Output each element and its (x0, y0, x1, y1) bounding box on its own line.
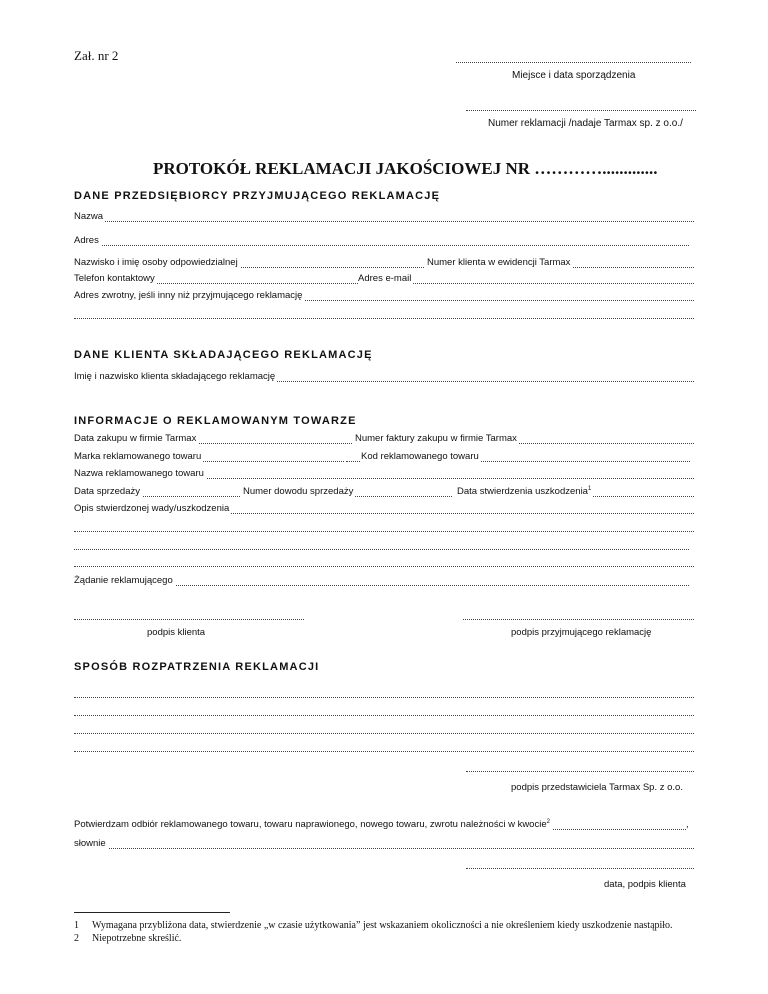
product-code-label: Kod reklamowanego towaru (361, 451, 479, 462)
complaint-number-field[interactable] (466, 110, 696, 111)
client-name-label: Imię i nazwisko klienta składającego reklamację (74, 371, 276, 382)
defect-description-line-3[interactable] (74, 549, 689, 550)
representative-signature-line[interactable] (466, 771, 694, 772)
client-signature-caption: podpis klienta (147, 627, 206, 638)
amount-field[interactable] (541, 829, 686, 830)
email-label: Adres e-mail (358, 273, 412, 284)
date-signature-line[interactable] (466, 868, 694, 869)
footnote-2-number: 2 (74, 933, 79, 944)
footnote-divider (74, 912, 230, 913)
representative-signature-caption: podpis przedstawiciela Tarmax Sp. z o.o. (511, 782, 683, 793)
resolution-line-4[interactable] (74, 751, 694, 752)
date-signature-caption: data, podpis klienta (604, 879, 686, 890)
footnote-2-text: Niepotrzebne skreślić. (92, 933, 182, 944)
return-address-label: Adres zwrotny, jeśli inny niż przyjmującego reklamację (74, 290, 303, 301)
receiver-signature-line[interactable] (463, 619, 694, 620)
product-name-label: Nazwa reklamowanego towaru (74, 468, 204, 479)
place-date-caption: Miejsce i data sporządzenia (512, 70, 636, 81)
section-heading-resolution: SPOSÓB ROZPATRZENIA REKLAMACJI (74, 661, 320, 673)
invoice-number-label: Numer faktury zakupu w firmie Tarmax (355, 433, 517, 444)
section-heading-product: INFORMACJE O REKLAMOWANYM TOWARZE (74, 415, 357, 427)
address-field[interactable] (74, 245, 689, 246)
receiver-signature-caption: podpis przyjmującego reklamację (511, 627, 652, 638)
resolution-line-2[interactable] (74, 715, 694, 716)
place-date-field[interactable] (456, 62, 691, 63)
footnote-ref-2: 2 (546, 819, 550, 825)
client-signature-line[interactable] (74, 619, 304, 620)
amount-comma: , (686, 819, 689, 830)
confirmation-text: Potwierdzam odbiór reklamowanego towaru, towaru naprawionego, nowego towaru, zwrotu należności w kwocie$^2$ (74, 819, 550, 831)
return-address-continuation-field[interactable] (74, 318, 694, 319)
defect-description-line-2[interactable] (74, 531, 694, 532)
defect-description-label: Opis stwierdzonej wady/uszkodzenia (74, 503, 230, 514)
resolution-line-1[interactable] (74, 697, 694, 698)
receipt-number-label: Numer dowodu sprzedaży (243, 486, 354, 497)
client-number-label: Numer klienta w ewidencji Tarmax (427, 257, 571, 268)
resolution-line-3[interactable] (74, 733, 694, 734)
sale-date-label: Data sprzedaży (74, 486, 141, 497)
demand-label: Żądanie reklamującego (74, 575, 173, 586)
page-title: PROTOKÓŁ REKLAMACJI JAKOŚCIOWEJ NR …………............. (153, 159, 658, 178)
footnote-ref-1: 1 (587, 486, 592, 492)
brand-label: Marka reklamowanego towaru (74, 451, 202, 462)
footnote-1-text: Wymagana przybliżona data, stwierdzenie „w czasie użytkowania” jest wskazaniem okoliczności a nie określeniem kiedy uszkodzenie nastąpiło. (92, 920, 673, 931)
defect-date-label: Data stwierdzenia uszkodzenia$^1$ (457, 486, 592, 498)
complaint-number-caption: Numer reklamacji /nadaje Tarmax sp. z o.o./ (488, 118, 683, 129)
section-heading-client: DANE KLIENTA SKŁADAJĄCEGO REKLAMACJĘ (74, 349, 373, 361)
section-heading-business: DANE PRZEDSIĘBIORCY PRZYJMUJĄCEGO REKLAMACJĘ (74, 190, 441, 202)
defect-description-line-4[interactable] (74, 566, 694, 567)
phone-label: Telefon kontaktowy (74, 273, 155, 284)
responsible-person-label: Nazwisko i imię osoby odpowiedzialnej (74, 257, 238, 268)
footnote-1-number: 1 (74, 920, 79, 931)
name-field[interactable] (74, 221, 694, 222)
name-label: Nazwa (74, 211, 104, 222)
amount-in-words-label: słownie (74, 838, 106, 849)
address-label: Adres (74, 235, 99, 246)
purchase-date-label: Data zakupu w firmie Tarmax (74, 433, 197, 444)
attachment-label: Zał. nr 2 (74, 48, 119, 63)
amount-in-words-field[interactable] (74, 848, 694, 849)
